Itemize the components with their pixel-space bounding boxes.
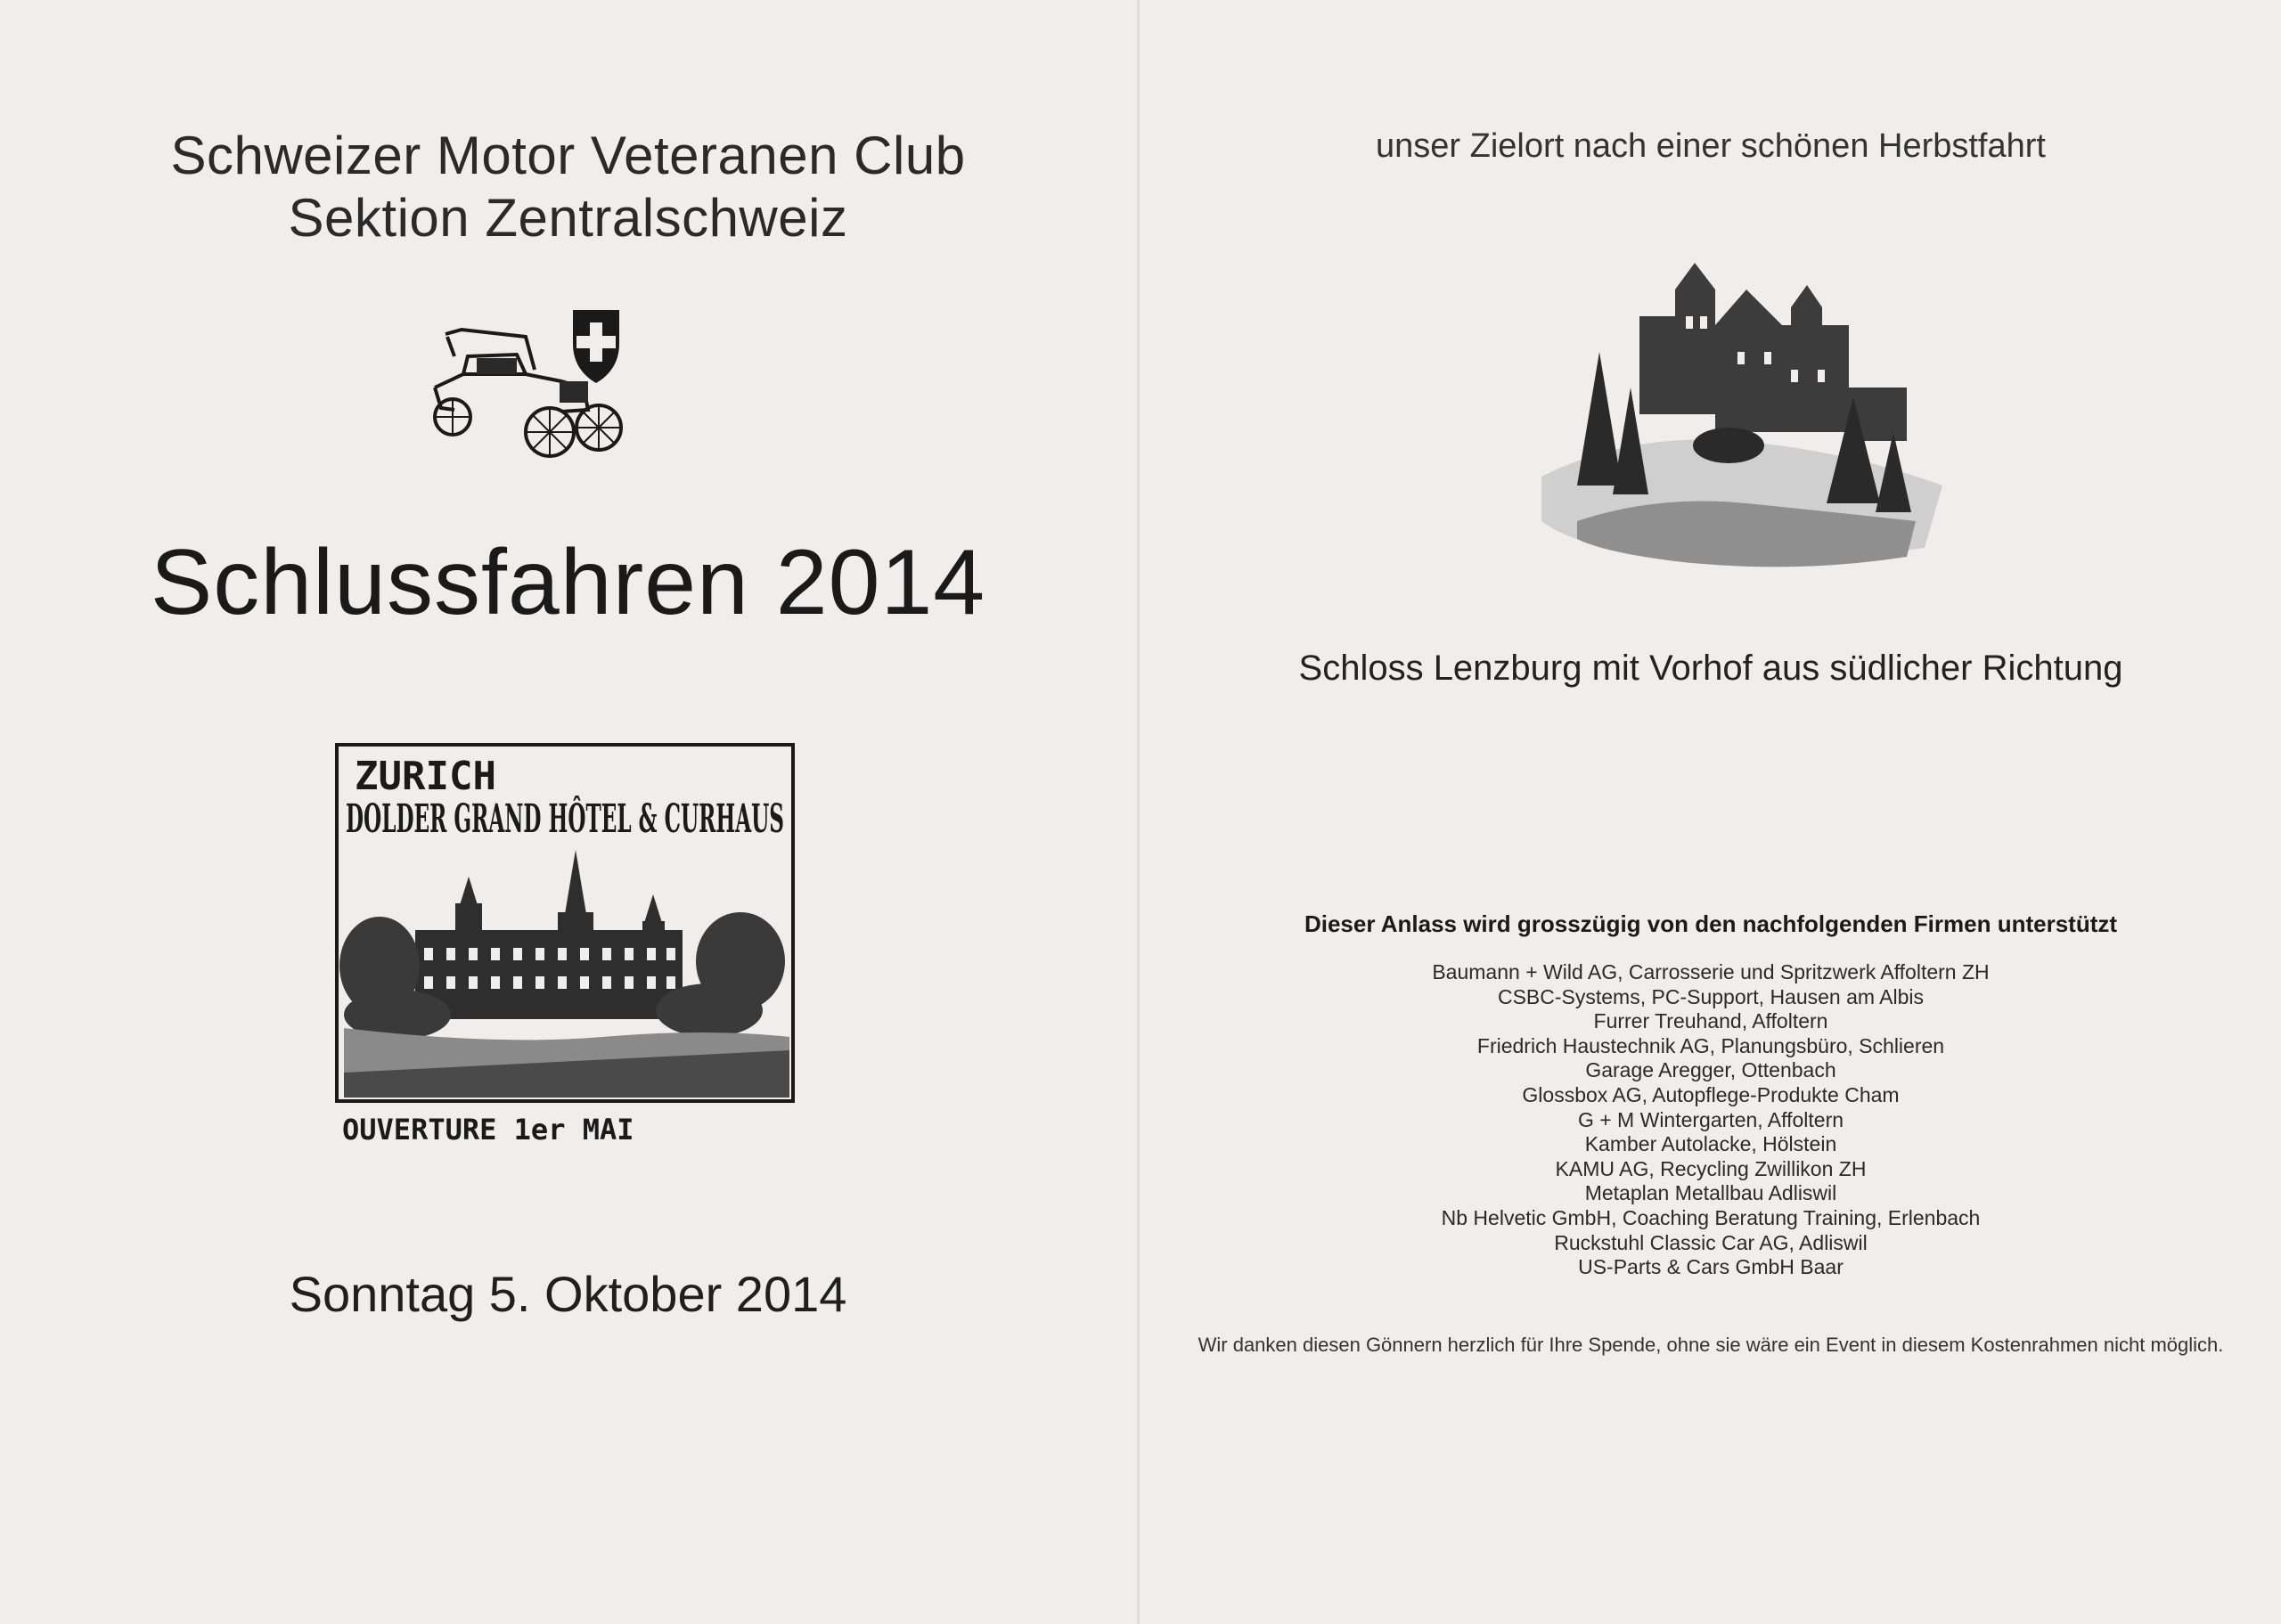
list-item: Baumann + Wild AG, Carrosserie und Spritzwerk Affoltern ZH xyxy=(1432,960,1990,983)
club-name: Schweizer Motor Veteranen Club xyxy=(170,126,966,185)
dolder-hotel-poster xyxy=(335,743,1181,1153)
castle-caption: Schloss Lenzburg mit Vorhof aus südlicher Richtung xyxy=(1298,649,2123,688)
castle-lenzburg-illustration xyxy=(1524,254,1951,583)
list-item: G + M Wintergarten, Affoltern xyxy=(1577,1107,1844,1131)
list-item: US-Parts & Cars GmbH Baar xyxy=(1578,1255,1844,1279)
list-item: Glossbox AG, Autopflege-Produkte Cham xyxy=(1522,1082,1900,1106)
list-item: Kamber Autolacke, Hölstein xyxy=(1584,1132,1837,1156)
poster-opening: OUVERTURE 1er MAI xyxy=(342,1113,634,1147)
event-title: Schlussfahren 2014 xyxy=(150,531,986,634)
list-item: Ruckstuhl Classic Car AG, Adliswil xyxy=(1554,1230,1868,1254)
poster-city: ZURICH xyxy=(355,754,496,799)
sponsor-heading: Dieser Anlass wird grosszügig von den nachfolgenden Firmen unterstützt xyxy=(1304,910,2118,937)
list-item: Friedrich Haustechnik AG, Planungsbüro, Schlieren xyxy=(1476,1033,1945,1057)
poster-hotel-name: DOLDER GRAND HÔTEL & CURHAUS xyxy=(346,796,1181,842)
event-date: Sonntag 5. Oktober 2014 xyxy=(289,1266,847,1322)
list-item: Garage Aregger, Ottenbach xyxy=(1585,1058,1836,1082)
vintage-car-with-swiss-shield-icon xyxy=(428,303,633,459)
list-item: Furrer Treuhand, Affoltern xyxy=(1593,1009,1828,1033)
list-item: Nb Helvetic GmbH, Coaching Beratung Training, Erlenbach xyxy=(1441,1205,1981,1229)
page-fold xyxy=(1137,0,1140,1624)
sponsor-list xyxy=(1140,960,2281,1280)
club-section: Sektion Zentralschweiz xyxy=(288,188,848,248)
list-item: CSBC-Systems, PC-Support, Hausen am Albis xyxy=(1497,984,1925,1008)
list-item: Metaplan Metallbau Adliswil xyxy=(1584,1181,1837,1205)
club-title xyxy=(0,125,1136,249)
list-item: KAMU AG, Recycling Zwillikon ZH xyxy=(1555,1156,1867,1180)
destination-subtitle: unser Zielort nach einer schönen Herbstfahrt xyxy=(1376,127,2046,165)
thanks-note: Wir danken diesen Gönnern herzlich für Ihre Spende, ohne sie wäre ein Event in diesem Kostenrahmen nicht möglich. xyxy=(1198,1334,2224,1356)
right-page xyxy=(1140,0,2281,1624)
